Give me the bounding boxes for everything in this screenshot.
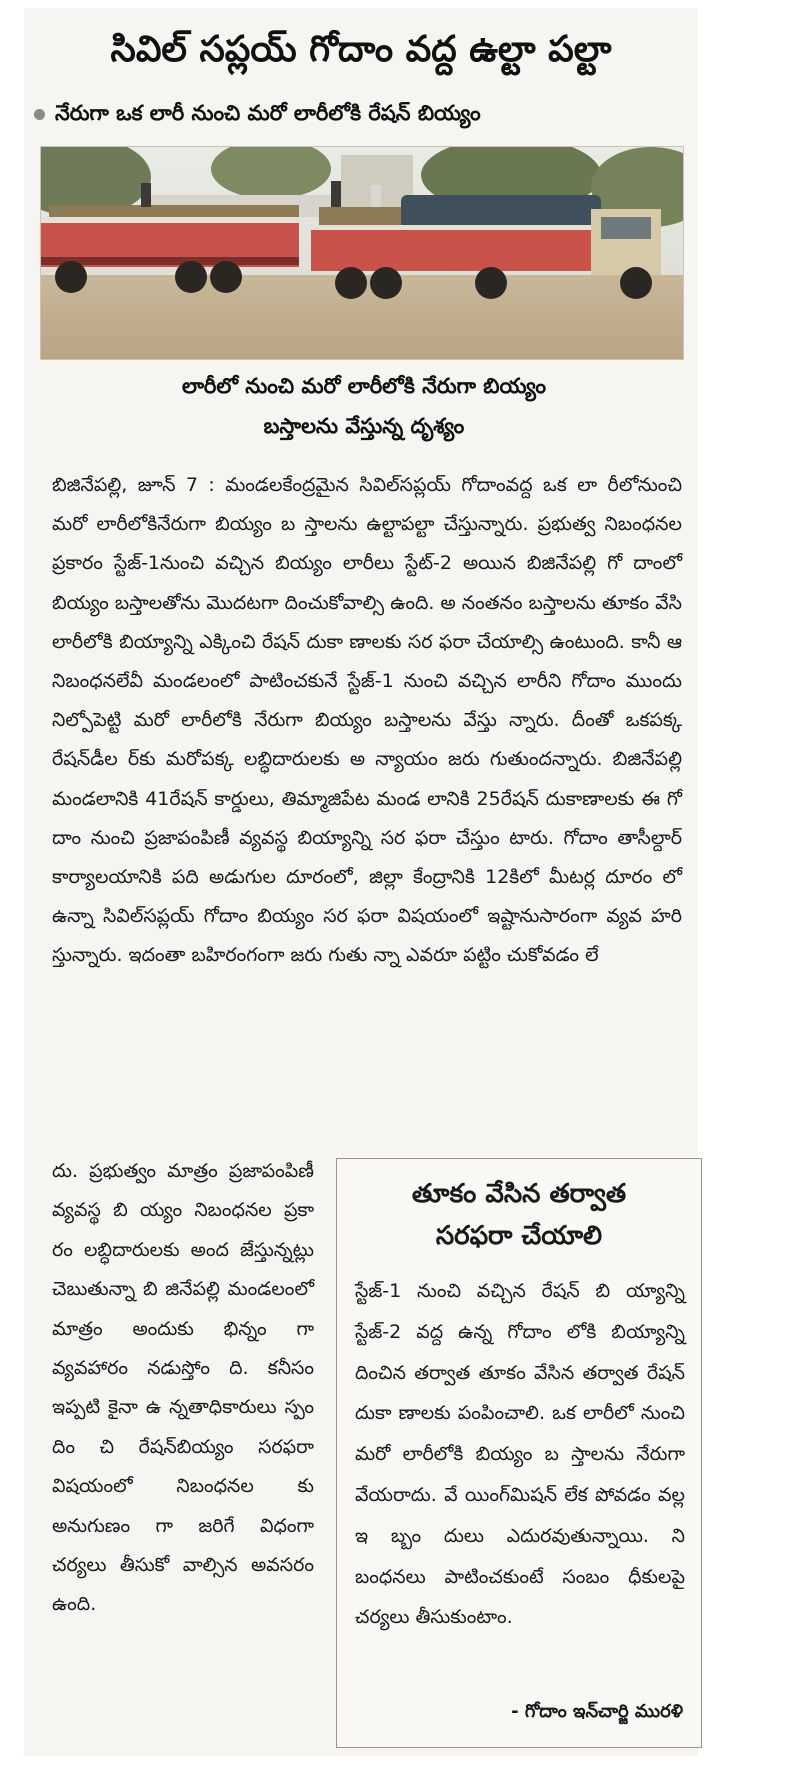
newspaper-clipping xyxy=(24,8,698,1756)
sidebar-box xyxy=(336,1158,702,1748)
worker xyxy=(331,181,341,207)
sidebar-box-title xyxy=(337,1173,701,1257)
sidebar-box-title-line1: తూకం వేసిన తర్వాత xyxy=(411,1179,627,1209)
sidebar-box-body-text: స్టేజ్-1 నుంచి వచ్చిన రేషన్ బి య్యాన్ని స్టేజ్-2 వద్ద ఉన్న గోదాం లోకి బియ్యాన్ని దించిన తర్వాత తూకం వేసిన తర్వాత రేషన్ దుకా ణాలకు పంపించాలి. ఒక లారీలో నుంచి మరో లారీలోకి బియ్యం బ స్తాలను నేరుగా వేయరాదు. వే యింగ్‌మిషన్ లేక పోవడం వల్ల ఇ బ్బం దులు ఎదురవుతున్నాయి. ని బంధనలు పాటించకుంటే సంబం ధీకులపై చర్యలు తీసుకుంటాం. xyxy=(355,1280,685,1629)
worker xyxy=(141,183,151,207)
article-body-text: బిజినేపల్లి, జూన్ 7 : మండలకేంద్రమైన సివిల్‌సప్లయ్ గోదాంవద్ద ఒక లా రీలోనుంచి మరో లారీలోకినేరుగా బియ్యం బ స్తాలను ఉల్టాపల్టా చేస్తున్నారు. ప్రభుత్వ నిబంధనల ప్రకారం స్టేజ్-1నుంచి వచ్చిన బియ్యం లారీలు స్టేట్-2 అయిన బిజినేపల్లి గో దాంలో బియ్యం బస్తాలతోను మొదటగా దించుకోవాల్సి ఉంది. అ నంతనం బస్తాలను తూకం వేసి లారీలోకి బియ్యాన్ని ఎక్కించి రేషన్ దుకా ణాలకు సర ఫరా చేయాల్సి ఉంటుంది. కానీ ఆ నిబంధనలేవీ మండలంలో పాటించకునే స్టేజ్-1 నుంచి వచ్చిన లారీని గోదాం ముందు నిల్పోపెట్టి మరో లారీలోకి నేరుగా బియ్యం బస్తాలను వేస్తు న్నారు. దీంతో ఒకపక్క రేషన్‌డీల ర్‌కు మరోపక్క లబ్ధిదారులకు అ న్యాయం జరు గుతుందన్నారు. బిజినేపల్లి మండలానికి 41రేషన్ కార్డులు, తిమ్మాజిపేట మండ లానికి 25రేషన్ దుకాణాలకు ఈ గో దాం నుంచి ప్రజాపంపిణీ వ్యవస్థ బియ్యాన్ని సర ఫరా చేస్తుం టారు. గోదాం తాసీల్దార్ కార్యాలయానికి పది అడుగుల దూరంలో, జిల్లా కేంద్రానికి 12కిలో మీటర్ల దూరం లో ఉన్నా సివిల్‌సప్లయ్ గోదాం బియ్యం సర ఫరా విషయంలో ఇష్టానుసారంగా వ్యవ హరి స్తున్నారు. ఇదంతా బహిరంగంగా జరు గుతు న్నా ఎవరూ పట్టిం చుకోవడం లే xyxy=(52,474,682,967)
subheadline-text: నేరుగా ఒక లారీ నుంచి మరో లారీలోకి రేషన్ బియ్యం xyxy=(55,101,481,125)
bullet-icon xyxy=(34,109,45,120)
trucks-photo-illustration xyxy=(41,147,683,359)
sidebar-box-body xyxy=(355,1271,685,1638)
signature: - గోదాం ఇన్‌చార్జి మురళి xyxy=(511,1701,683,1722)
news-photo xyxy=(40,146,684,360)
photo-caption xyxy=(84,366,644,446)
photo-caption-line2: బస్తాలను వేస్తున్న దృశ్యం xyxy=(263,414,465,438)
article-body-continued xyxy=(52,1152,314,1625)
article-body xyxy=(52,466,682,976)
photo-caption-line1: లారీలో నుంచి మరో లారీలోకి నేరుగా బియ్యం xyxy=(181,374,547,398)
worker xyxy=(371,185,381,207)
sidebar-box-title-line2: సరఫరా చేయాలి xyxy=(435,1221,603,1251)
article-body-continued-text: దు. ప్రభుత్వం మాత్రం ప్రజాపంపిణీ వ్యవస్థ బి య్యం నిబంధనల ప్రకా రం లబ్ధిదారులకు అంద జేస్తున్నట్లు చెబుతున్నా బి జినేపల్లి మండలంలో మాత్రం అందుకు భిన్నం గా వ్యవహారం నడుస్తోం ది. కనీసం ఇప్పటి కైనా ఉ న్నతాధికారులు స్పం దిం చి రేషన్‌బియ్యం సరఫరా విషయంలో నిబంధనల కు అనుగుణం గా జరిగే విధంగా చర్యలు తీసుకో వాల్సిన అవసరం ఉంది. xyxy=(52,1160,314,1616)
headline: సివిల్ సప్లయ్ గోదాం వద్ద ఉల్టా పల్టా xyxy=(110,29,612,70)
subheadline xyxy=(34,98,694,128)
